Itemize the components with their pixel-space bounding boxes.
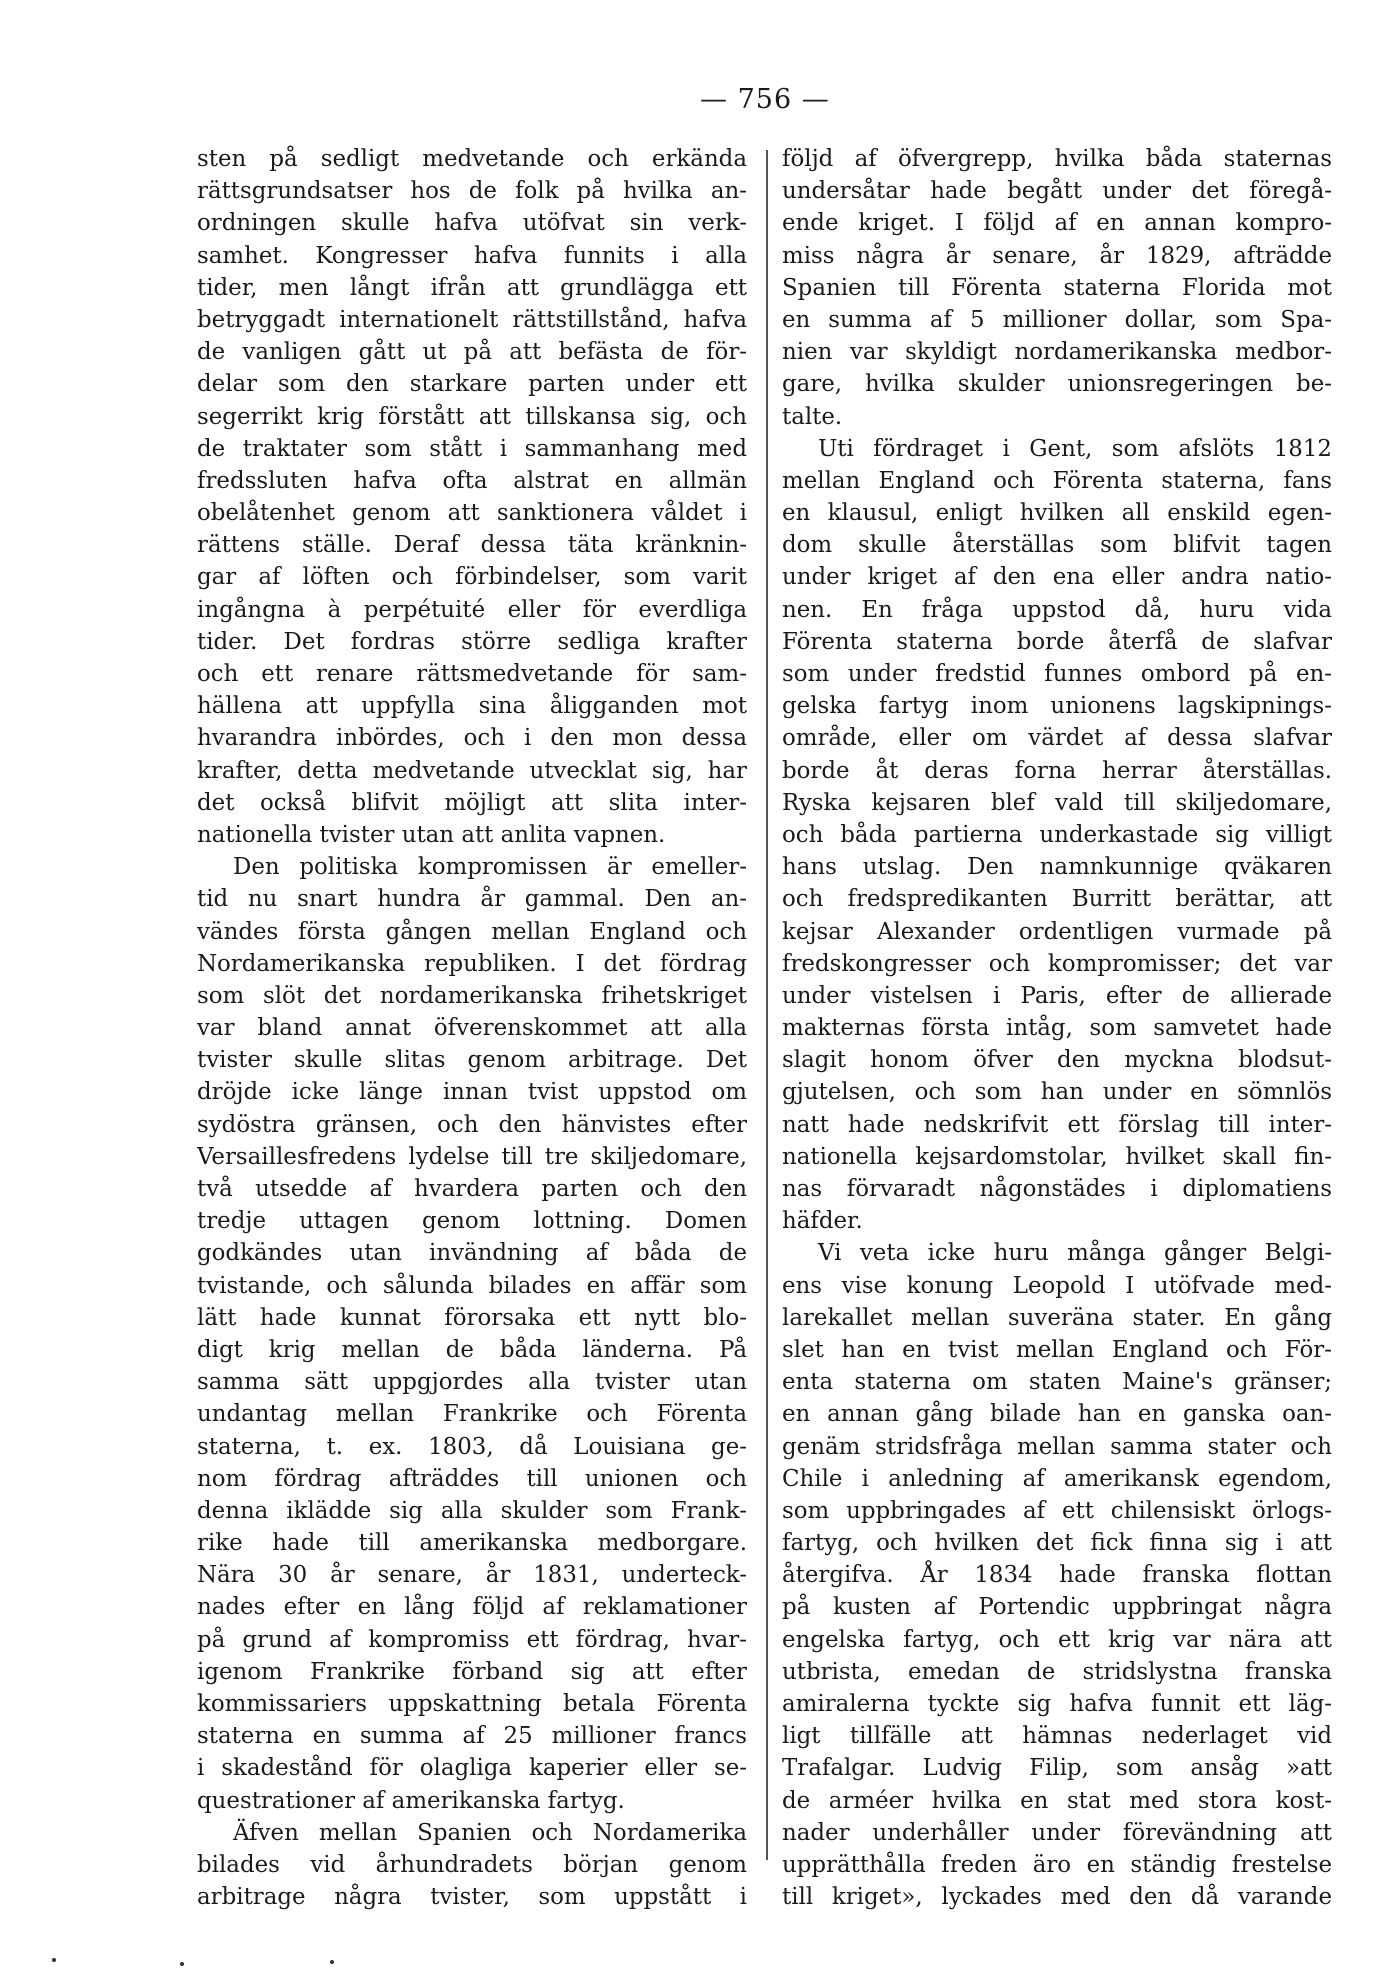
text-line: två utsedde af hvardera parten och den xyxy=(197,1176,747,1202)
text-line: hvarandra inbördes, och i den mon dessa xyxy=(197,725,747,752)
text-line: de traktater som stått i sammanhang med xyxy=(197,435,747,462)
text-line: Ryska kejsaren blef vald till skiljedomare, xyxy=(782,789,1332,816)
text-line: kommissariers uppskattning betala Förenta xyxy=(197,1691,747,1717)
text-line: i skadestånd för olagliga kaperier eller se- xyxy=(197,1755,747,1782)
text-line: fredssluten hafva ofta alstrat en allmän xyxy=(197,467,747,494)
text-line: nationella kejsardomstolar, hvilket skall fin- xyxy=(782,1143,1332,1170)
scan-speck xyxy=(52,1958,56,1962)
text-line: de arméer hvilka en stat med stora kost- xyxy=(782,1787,1332,1814)
text-line: natt hade nedskrifvit ett förslag till inter- xyxy=(782,1111,1332,1138)
text-line: till kriget», lyckades med den då varande xyxy=(782,1884,1332,1911)
text-line: delar som den starkare parten under ett xyxy=(197,371,747,398)
text-line: återgifva. År 1834 hade franska flottan xyxy=(782,1562,1332,1589)
text-line: Förenta staterna borde återfå de slafvar xyxy=(782,628,1332,655)
text-line: Den politiska kompromissen är emeller- xyxy=(233,854,747,881)
text-line: Nära 30 år senare, år 1831, underteck- xyxy=(197,1562,747,1589)
text-line: hans utslag. Den namnkunnige qväkaren xyxy=(782,854,1332,881)
text-line: mellan England och Förenta staterna, fans xyxy=(782,467,1332,494)
text-line: område, eller om värdet af dessa slafvar xyxy=(782,725,1332,752)
text-line: nationella tvister utan att anlita vapnen. xyxy=(197,821,666,848)
text-line: engelska fartyg, och ett krig var nära att xyxy=(782,1626,1332,1653)
text-line: makternas första intåg, som samvetet hade xyxy=(782,1015,1332,1042)
text-line: krafter, detta medvetande utvecklat sig, har xyxy=(197,757,747,784)
text-line: följd af öfvergrepp, hvilka båda staternas xyxy=(782,146,1332,172)
text-line: nien var skyldigt nordamerikanska medbor- xyxy=(782,339,1332,366)
text-line: häfder. xyxy=(782,1208,863,1235)
text-line: som slöt det nordamerikanska frihetskriget xyxy=(197,982,747,1009)
text-line: samhet. Kongresser hafva funnits i alla xyxy=(197,242,747,269)
text-line: på kusten af Portendic uppbringat några xyxy=(782,1594,1332,1621)
left-text-column xyxy=(197,143,747,1913)
text-line: hällena att uppfylla sina åligganden mot xyxy=(197,693,747,720)
text-line: tredje uttagen genom lottning. Domen xyxy=(197,1208,747,1235)
text-line: talte. xyxy=(782,403,843,430)
column-divider xyxy=(766,150,768,1860)
scan-speck xyxy=(180,1962,184,1966)
text-line: gar af löften och förbindelser, som varit xyxy=(197,564,747,591)
text-line: digt krig mellan de båda länderna. På xyxy=(197,1336,747,1363)
text-line: fartyg, och hvilken det fick finna sig i att xyxy=(782,1530,1332,1557)
text-line: gjutelsen, och som han under en sömnlös xyxy=(782,1079,1332,1106)
text-line: sten på sedligt medvetande och erkända xyxy=(197,146,747,172)
text-line: Vi veta icke huru många gånger Belgi- xyxy=(818,1240,1332,1267)
text-line: betryggadt internationelt rättstillstånd, hafva xyxy=(197,306,747,333)
text-line: dom skulle återställas som blifvit tagen xyxy=(782,532,1332,559)
text-line: obelåtenhet genom att sanktionera våldet i xyxy=(197,500,747,527)
text-line: det också blifvit möjligt att slita inter- xyxy=(197,789,747,816)
text-line: kejsar Alexander ordentligen vurmade på xyxy=(782,918,1332,945)
text-line: godkändes utan invändning af båda de xyxy=(197,1240,747,1267)
text-line: Spanien till Förenta staterna Florida mot xyxy=(782,274,1332,301)
text-line: amiralerna tyckte sig hafva funnit ett läg- xyxy=(782,1691,1332,1717)
page-number: — 756 — xyxy=(700,84,830,115)
text-line: staterna, t. ex. 1803, då Louisiana ge- xyxy=(197,1433,747,1460)
text-line: rike hade till amerikanska medborgare. xyxy=(197,1530,747,1557)
text-line: staterna en summa af 25 millioner francs xyxy=(197,1723,747,1750)
text-line: de vanligen gått ut på att befästa de för- xyxy=(197,339,747,366)
text-line: ens vise konung Leopold I utöfvade med- xyxy=(782,1272,1332,1299)
text-line: sydöstra gränsen, och den hänvistes efter xyxy=(197,1111,747,1138)
scan-speck xyxy=(330,1960,334,1964)
text-line: gare, hvilka skulder unionsregeringen be- xyxy=(782,371,1332,398)
text-line: gelska fartyg inom unionens lagskipnings- xyxy=(782,693,1332,720)
text-line: utbrista, emedan de stridslystna franska xyxy=(782,1658,1332,1685)
text-line: tvister skulle slitas genom arbitrage. Det xyxy=(197,1047,747,1074)
text-line: och fredspredikanten Burritt berättar, att xyxy=(782,886,1332,913)
text-line: under kriget af den ena eller andra natio- xyxy=(782,564,1332,591)
text-line: tider. Det fordras större sedliga krafter xyxy=(197,628,747,655)
text-line: som under fredstid funnes ombord på en- xyxy=(782,661,1332,687)
text-line: en summa af 5 millioner dollar, som Spa- xyxy=(782,306,1332,333)
text-line: nom fördrag afträddes till unionen och xyxy=(197,1465,747,1492)
text-line: ordningen skulle hafva utöfvat sin verk- xyxy=(197,210,747,237)
text-line: segerrikt krig förstått att tillskansa sig, och xyxy=(197,403,747,430)
text-line: och båda partierna underkastade sig villigt xyxy=(782,821,1332,848)
text-line: larekallet mellan suveräna stater. En gång xyxy=(782,1304,1332,1331)
text-line: fredskongresser och kompromisser; det var xyxy=(782,950,1332,977)
text-line: igenom Frankrike förband sig att efter xyxy=(197,1658,747,1685)
text-line: genäm stridsfråga mellan samma stater och xyxy=(782,1433,1332,1460)
text-line: Äfven mellan Spanien och Nordamerika xyxy=(233,1819,747,1846)
text-line: samma sätt uppgjordes alla tvister utan xyxy=(197,1369,747,1396)
text-line: tid nu snart hundra år gammal. Den an- xyxy=(197,886,747,913)
text-line: en klausul, enligt hvilken all enskild egen- xyxy=(782,500,1332,527)
text-line: questrationer af amerikanska fartyg. xyxy=(197,1787,625,1814)
text-line: på grund af kompromiss ett fördrag, hvar- xyxy=(197,1626,747,1653)
text-line: vändes första gången mellan England och xyxy=(197,918,747,945)
text-line: upprätthålla freden äro en ständig frestelse xyxy=(782,1851,1332,1878)
text-line: ligt tillfälle att hämnas nederlaget vid xyxy=(782,1723,1332,1750)
text-line: ingångna à perpétuité eller för everdliga xyxy=(197,596,747,623)
text-line: tider, men långt ifrån att grundlägga ett xyxy=(197,274,747,301)
text-line: en annan gång bilade han en ganska oan- xyxy=(782,1401,1332,1428)
text-line: undantag mellan Frankrike och Förenta xyxy=(197,1401,747,1428)
text-line: ende kriget. I följd af en annan kompro- xyxy=(782,210,1332,237)
text-line: bilades vid århundradets början genom xyxy=(197,1851,747,1878)
text-line: Chile i anledning af amerikansk egendom, xyxy=(782,1465,1332,1492)
text-line: nas förvaradt någonstädes i diplomatiens xyxy=(782,1176,1332,1202)
text-line: rättens ställe. Deraf dessa täta kränknin- xyxy=(197,532,747,559)
text-line: undersåtar hade begått under det föregå- xyxy=(782,178,1332,205)
text-line: slagit honom öfver den myckna blodsut- xyxy=(782,1047,1332,1074)
text-line: rättsgrundsatser hos de folk på hvilka an- xyxy=(197,178,747,205)
text-line: miss några år senare, år 1829, afträdde xyxy=(782,242,1332,269)
text-line: nades efter en lång följd af reklamationer xyxy=(197,1594,747,1621)
text-line: som uppbringades af ett chilensiskt örlogs- xyxy=(782,1497,1332,1524)
text-line: var bland annat öfverenskommet att alla xyxy=(197,1015,747,1042)
right-text-column xyxy=(782,143,1332,1913)
text-line: och ett renare rättsmedvetande för sam- xyxy=(197,661,747,687)
text-line: tvistande, och sålunda bilades en affär som xyxy=(197,1272,747,1299)
text-line: lätt hade kunnat förorsaka ett nytt blo- xyxy=(197,1304,747,1331)
text-line: Uti fördraget i Gent, som afslöts 1812 xyxy=(818,435,1332,462)
text-line: enta staterna om staten Maine's gränser; xyxy=(782,1369,1332,1396)
text-line: Nordamerikanska republiken. I det fördrag xyxy=(197,950,747,977)
text-line: nen. En fråga uppstod då, huru vida xyxy=(782,596,1332,623)
text-line: arbitrage några tvister, som uppstått i xyxy=(197,1884,747,1911)
text-line: Versaillesfredens lydelse till tre skiljedomare, xyxy=(197,1143,747,1170)
text-line: under vistelsen i Paris, efter de allierade xyxy=(782,982,1332,1009)
text-line: slet han en tvist mellan England och För- xyxy=(782,1336,1332,1363)
text-line: denna iklädde sig alla skulder som Frank- xyxy=(197,1497,747,1524)
text-line: nader underhåller under förevändning att xyxy=(782,1819,1332,1846)
text-line: borde åt deras forna herrar återställas. xyxy=(782,757,1332,784)
text-line: dröjde icke länge innan tvist uppstod om xyxy=(197,1079,747,1106)
text-line: Trafalgar. Ludvig Filip, som ansåg »att xyxy=(782,1755,1332,1782)
